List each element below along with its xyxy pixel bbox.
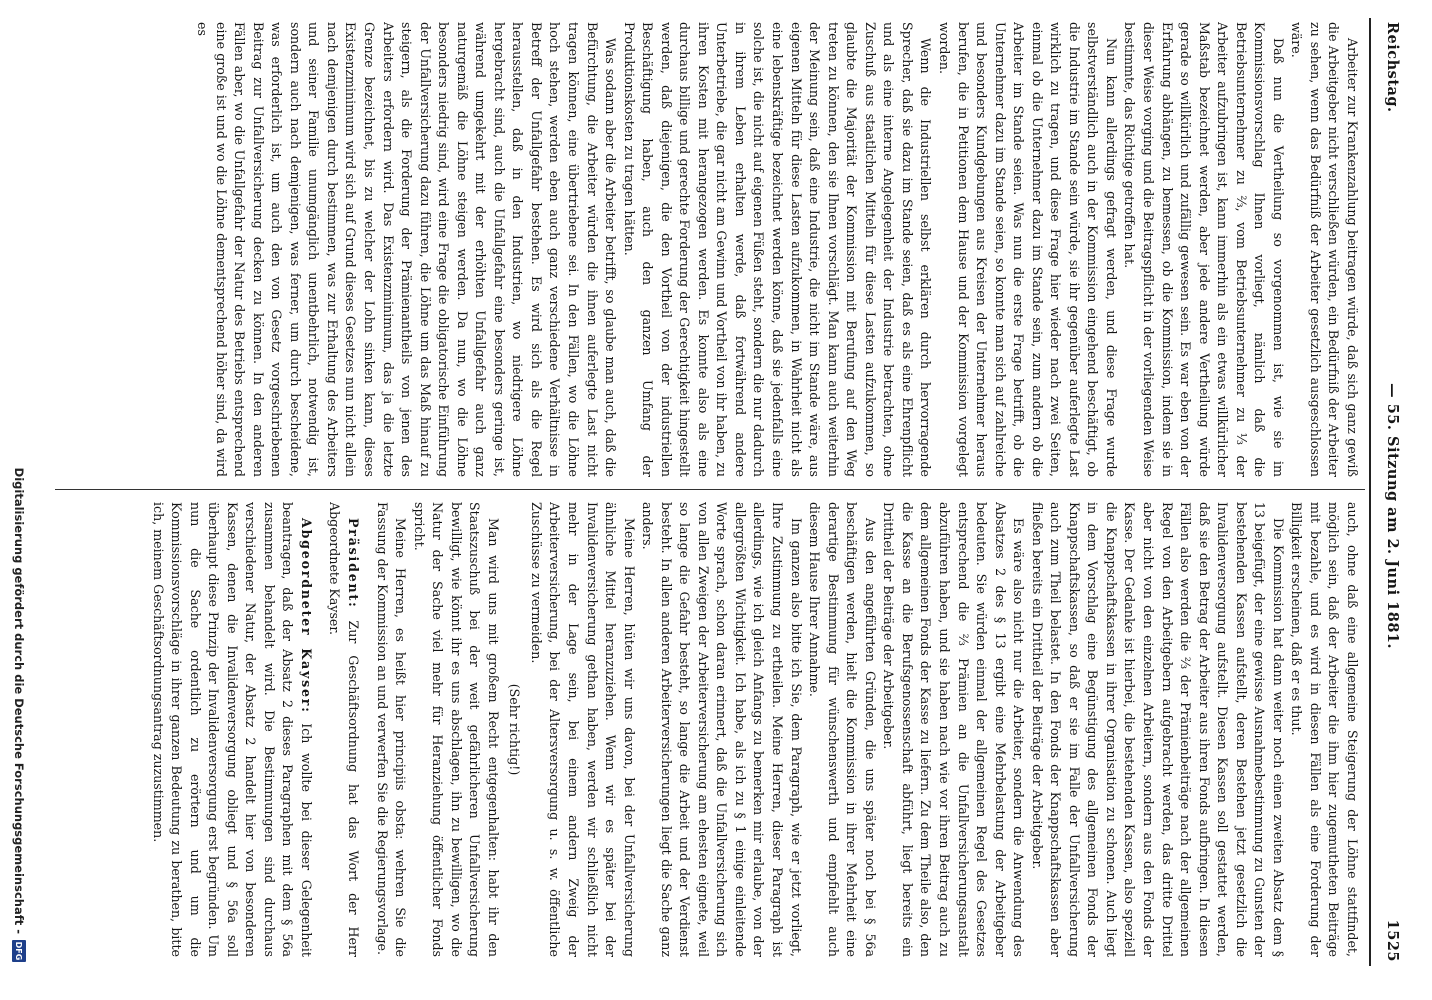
paragraph-text: Arbeiter zur Krankenzahlung beitragen würde, daß sich ganz gewiß die Arbeitgeber nicht verschließen würden, ein Bedürfniß der Arbeiter zu sehen, wenn das Bedürfniß der Arbeiter gesetzlich ausgeschlossen wäre. xyxy=(1289,22,1360,477)
header-session: — 55. Sitzung am 2. Juni 1881. xyxy=(1384,383,1401,650)
paragraph-text: Meine Herren, hüten wir uns davon, bei der Unfallversicherung ähnliche Mittel heranzuziehen. Wenn wir es später bei der Invalidenversicherung gethan haben, werden wir schließlich nicht mehr in der Lage sein, bei einem andern Zweig der Arbeiterversicherung, bei der Altersversorgung u. s. w. öffentliche Zuschüsse zu vermeiden. xyxy=(528,502,637,957)
credit-text: Digitalisierung gefördert durch die Deutsche Forschungsgemeinschaft - xyxy=(12,467,26,934)
paragraph xyxy=(1287,22,1361,477)
paragraph xyxy=(638,502,805,957)
paragraph-text: Die Kommission hat dann weiter noch einen zweiten Absatz dem § 13 beigefügt, der eine gewisse Ausnahmebestimmung zu Gunsten der bestehenden Kassen aufstellt, deren Bestehen jetzt gesetzlich die Invalidenversorgung aufstellt. Diesen Kassen soll gestattet werden, daß sie den Betrag der Arbeiter aus ihren Fonds aufbringen. In diesen Fällen also werden die ⅔ der Prämienbeiträge nach der allgemeinen Regel von den Arbeitgebern aufgebracht werden, das dritte Drittel aber nicht von den einzelnen Arbeitern, sondern aus den Fonds der Kasse. Der Gedanke ist hierbei, die bestehenden Kassen, also speziell die Knappschaftskassen in ihrer Organisation zu schonen. Auch liegt in dem Vorschlag eine Begünstigung des allgemeinen Fonds der Knappschaftskassen, so daß er sie im Falle der Unfallversicherung auch zum Theil belastet. In den Fonds der Knappschaftskassen aber fließen bereits ein Drittheil der Beiträge der Arbeitgeber. xyxy=(1029,502,1286,957)
paragraph-text: (Sehr richtig!) xyxy=(507,683,523,776)
paragraph-text: Meine Herren, es heißt hier principiis obsta: wehren Sie die Fassung der Kommission an und verwerfen Sie die Regierungsvorlage. xyxy=(374,502,409,957)
speaker-name: Abgeordneter Kayser: xyxy=(298,518,314,714)
paragraph xyxy=(372,502,409,957)
paragraph-text: Wenn die Industriellen selbst erklären durch hervorragende Sprecher, daß sie dazu im Stande seien, daß es als eine Ehrenpflicht und als eine interne Angelegenheit der Industrie betrachten, ohne Zuschuß aus staatlichen Mitteln für diese Lasten aufzukommen, so glaubte die Majorität der Kommission mit Berufung auf den Weg treten zu können, den sie Ihnen vorschlägt. Man kann auch weiterhin der Meinung sein, daß eine Industrie, die nicht im Stande wäre, aus eigenen Mitteln für diese Lasten aufzukommen, in Wahrheit nicht als eine lebenskräftige bezeichnet werden könne, daß sie jedenfalls eine solche ist, die nicht auf eigenen Füßen steht, sondern die nur dadurch in ihrem Leben erhalten werde, daß fortwährend andere Unterbetriebe, die gar nicht am Gewinn und Vortheil von ihr haben, zu ihren Kosten mit herangezogen werden. Es konnte also als eine durchaus billige und gerechte Forderung der Gerechtigkeit hingestellt werden, daß diejenigen, die den Vortheil von der industriellen Beschäftigung haben, auch den ganzen Umfang der Produktionskosten zu tragen hätten. xyxy=(621,22,934,477)
paragraph xyxy=(934,22,1119,477)
paragraph xyxy=(526,502,637,957)
paragraph-text: Es wäre also nicht nur die Arbeiter, sondern die Anwendung des Absatzes 2 des § 13 ergibt eine Mehrbelastung der Arbeitgeber bedeuten. Sie würden einmal der allgemeinen Regel des Gesetzes entsprechend die ⅔ Prämien an die Unfallversicherungsanstalt abzuführen haben, und sie haben nach wie vor ihren Beitrag auch zu dem allgemeinen Fonds der Kasse zu liefern. Zu dem Theile also, den die Kasse an die Berufsgenossenschaft abführt, liegt bereits ein Drittheil der Beiträge der Arbeitgeber. xyxy=(881,502,1027,957)
paragraph xyxy=(1287,502,1361,957)
page-header xyxy=(1375,22,1401,962)
paragraph xyxy=(619,22,934,477)
paragraph xyxy=(805,502,879,957)
paragraph xyxy=(409,502,502,957)
paragraph-gap xyxy=(315,502,325,957)
paragraph xyxy=(325,502,362,957)
paragraph-text: Zur Geschäftsordnung hat das Wort der Herr Abgeordnete Kayser. xyxy=(327,502,362,957)
paragraph-text: auch, ohne daß eine allgemeine Steigerung der Löhne stattfindet, möglich sein, daß der Arbeiter die ihm hier zugemutheten Beiträge mit bezahle, und es wird in diesen Fällen als eine Forderung der Billigkeit erscheinen, daß er es thut. xyxy=(1289,502,1360,957)
paragraph xyxy=(1120,22,1287,477)
paragraph xyxy=(879,502,1027,957)
column-divider xyxy=(55,489,1365,490)
interjection xyxy=(505,502,524,957)
paragraph-text: Man wird uns mit großem Recht entgegenhalten: habt ihr den Staatszuschuß bei der weit gefährlicheren Unfallversicherung bewilligt, wie könnt ihr es uns abschlagen, ihn zu bewilligen, wo die Natur der Sache viel mehr für Heranziehung öffentlicher Fonds spricht. xyxy=(411,502,501,957)
paragraph-gap xyxy=(362,502,372,957)
paragraph xyxy=(1027,502,1287,957)
left-column xyxy=(61,22,1361,477)
header-chamber: Reichstag. xyxy=(1384,22,1401,113)
dfg-logo: DFG xyxy=(12,940,26,962)
paragraph xyxy=(148,502,315,957)
paragraph-text: Was sodann aber die Arbeiter betrifft, so glaube man auch, daß die Befürchtung, die Arbeiter würden die ihnen auferlegte Last nicht tragen können, eine übertriebene sei. In den Fällen, wo die Löhne hoch stehen, werden eben auch ganz verschiedene Verhältnisse in Betreff der Unfallgefahr bestehen. Es wird sich als die Regel herausstellen, daß in den Industrien, wo niedrigere Löhne hergebracht sind, auch die Unfallgefahr eine besonders geringe ist, während umgekehrt mit der erhöhten Unfallgefahr auch ganz naturgemäß die Löhne steigen werden. Da nun, wo die Löhne besonders niedrig sind, wird eine Frage die obligatorische Einführung der Unfallversicherung dazu führen, die Löhne um das Maß hinauf zu steigern, als die Forderung der Prämienantheils von jenen des Arbeiters erfordern wird. Das Existenzminimum, das ja die letzte Grenze bezeichnet, bis zu welcher der Lohn sinken kann, dieses Existenzminimum wird sich auf Grund dieses Gesetzes nun nicht allein nach demjenigen durch bestimmen, was zur Erhaltung des Arbeiters und seiner Familie unumgänglich unentbehrlich, notwendig ist, sondern auch nach demjenigen, was ferner, um durch bescheidene, was erforderlich ist, um auch den von Gesetz vorgeschriebenen Beitrag zur Unfallversicherung decken zu können. In den anderen Fällen aber, wo die Unfallgefahr der Natur des Betriebs entsprechend eine große ist und wo die Löhne dementsprechend höher sind, da wird es xyxy=(195,22,619,477)
digitization-credit xyxy=(7,0,31,970)
paragraph-text: Nun kann allerdings gefragt werden, und diese Frage wurde selbstverständlich auch in der Kommission eingehend beschäftigt, ob die Industrie im Stande sein würde, sie ihr gegenüber auferlegte Last wirklich zu tragen, und diese Frage hier wieder nach zwei Seiten, einmal ob die Unternehmer dazu im Stande sein, zum andern ob die Arbeiter im Stande seien. Was nun die erste Frage betrifft, ob die Unternehmer dazu im Stande seien, so konnte man sich auf zahlreiche und besonders Kundgebungen aus Kreisen der Unternehmer heraus berufen, die in Petitionen dem Hause und der Kommission vorgelegt worden. xyxy=(936,22,1119,477)
paragraph-text: Daß nun die Vertheilung so vorgenommen ist, wie sie im Kommissionsvorschlag Ihnen vorliegt, nämlich daß die Betriebsunternehmer zu ⅔, vom Betriebsunternehmer zu ⅓ der Arbeiter aufzubringen ist, kann immerhin als ein etwas willkürlicher Maßstab bezeichnet werden, aber jede andere Vertheilung würde gerade so willkürlich und zufällig gewesen sein. Es war eben von der Erfahrung abhängen, zu bemessen, ob die Kommission, indem sie in dieser Weise vorging und die Beitragspflicht in der vorliegenden Weise bestimmte, das Richtige getroffen hat. xyxy=(1122,22,1286,477)
right-column xyxy=(61,502,1361,957)
header-page-number: 1525 xyxy=(1384,919,1401,962)
paragraph-text: Im ganzen also bitte ich Sie, dem Paragraph, wie er jetzt vorliegt, Ihre Zustimmung zu ertheilen. Meine Herren, dieser Paragraph ist allerdings, wie ich gleich Anfangs zu bemerken mir erlaube, von der allergrößten Wichtigkeit. Ich habe, als ich zu § 1 einige einleitende Worte sprach, schon daran erinnert, daß die Unfallversicherung sich von allen Zweigen der Arbeiterversicherung am ehesten eignete, weil so lange die Gefahr besteht, so lange die Arbeit und der Verdienst besteht. In allen anderen Arbeiterversicherungen liegt die Sache ganz anders. xyxy=(640,502,804,957)
header-rule xyxy=(1369,18,1371,966)
paragraph-text: Ich wollte bei dieser Gelegenheit beantragen, daß der Absatz 2 dieses Paragraphen mit dem § 56a zusammen behandelt wird. Die Bestimmungen sind durchaus verschiedener Natur, der Absatz 2 handelt hier von besonderen Kassen, denen die Invalidenversorgung obliegt und § 56a soll überhaupt diese Prinzip der Invalidenversorgung erst begründen. Um nun die Sache ordentlich zu erörtern und um die Kommissionsvorschläge in ihrer ganzen Bedeutung zu berathen, bitte ich, meinem Geschäftsordnungsantrag zuzustimmen. xyxy=(150,502,314,957)
paragraph xyxy=(193,22,620,477)
speaker-name: Präsident: xyxy=(346,518,362,609)
paragraph-text: Aus den angeführten Gründen, die uns später noch bei § 56a beschäftigen werden, hielt die Kommission in ihrer Mehrheit eine derartige Bestimmung für wünschenswerth und empfiehlt auch diesem Hause Ihrer Annahme. xyxy=(807,502,878,957)
